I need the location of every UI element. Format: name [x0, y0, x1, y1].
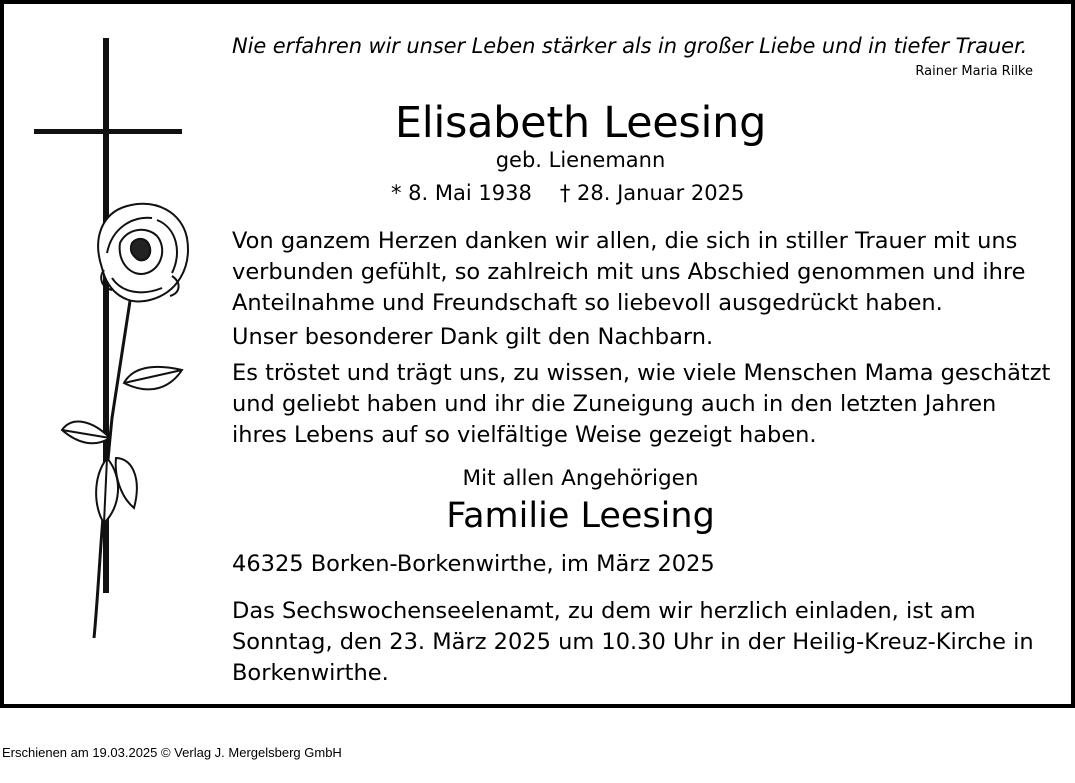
- with-relatives: Mit allen Angehörigen: [462, 466, 699, 491]
- birth-name: geb. Lienemann: [495, 148, 666, 172]
- publication-footer: Erschienen am 19.03.2025 © Verlag J. Mergelsberg GmbH: [2, 745, 342, 760]
- death-date: † 28. Januar 2025: [559, 181, 745, 205]
- birth-date: * 8. Mai 1938: [391, 181, 532, 205]
- place-date: 46325 Borken-Borkenwirthe, im März 2025: [232, 551, 715, 577]
- quote-author: Rainer Maria Rilke: [915, 64, 1033, 79]
- service-paragraph: Das Sechswochenseelenamt, zu dem wir herzlich einladen, ist am Sonntag, den 23. März 2025 um 10.30 Uhr in der Heilig-Kreuz-Kirche in Borkenwirthe.: [232, 598, 1034, 686]
- rose-icon: [62, 204, 188, 638]
- thanks-paragraph: Von ganzem Herzen danken wir allen, die sich in stiller Trauer mit uns verbunden gefühlt, so zahlreich mit uns Abschied genommen und ihre Anteilnahme und Freundschaft so liebevoll ausgedrückt haben.: [232, 228, 1026, 316]
- neighbors-thanks: Unser besonderer Dank gilt den Nachbarn.: [232, 324, 714, 350]
- family-name: Familie Leesing: [446, 496, 715, 536]
- quote: Nie erfahren wir unser Leben stärker als in großer Liebe und in tiefer Trauer.: [232, 34, 1028, 58]
- life-dates: [391, 181, 744, 205]
- deceased-name: Elisabeth Leesing: [394, 98, 767, 148]
- comfort-paragraph: Es tröstet und trägt uns, zu wissen, wie viele Menschen Mama geschätzt und geliebt haben und ihr die Zuneigung auch in den letzten Jahren ihres Lebens auf so vielfältige Weise gezeigt haben.: [232, 360, 1051, 448]
